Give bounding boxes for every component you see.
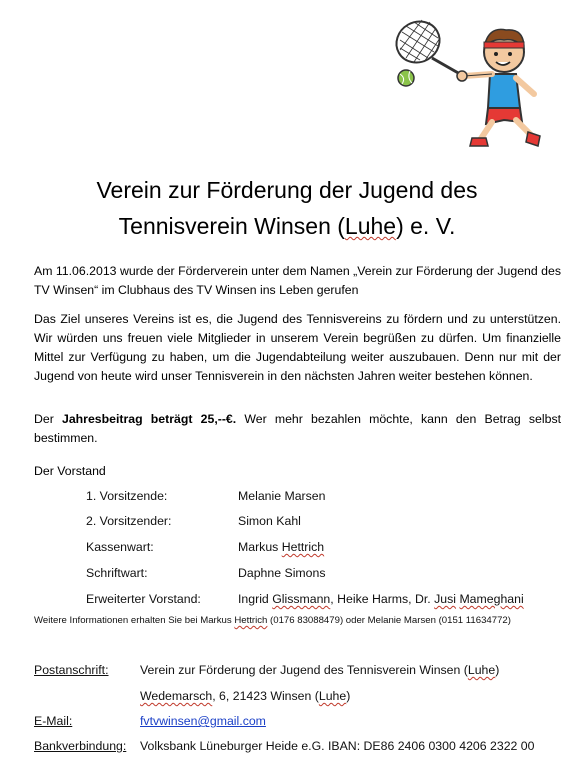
paragraph-goal: Das Ziel unseres Vereins ist es, die Jugend des Tennisvereins zu fördern und zu unterstützen. Wir würden uns freuen viele Mitglieder in unserem Verein begrüßen zu dürfen. Um finanzielle Mittel zur Verfügung zu haben, um die Jugendabteilung weiter auszubauen. Denn nur mit der Jugend von heute wird unser Tennisverein in den nächsten Jahren weiter bestehen können. xyxy=(34,312,561,383)
board-role: 1. Vorsitzende: xyxy=(86,489,168,503)
info-text: Weitere Informationen erhalten Sie bei Markus xyxy=(34,615,235,626)
postal-text: Wedemarsch xyxy=(140,689,213,703)
info-text: Hettrich xyxy=(234,615,268,626)
title-line-1: Verein zur Förderung der Jugend des xyxy=(96,177,478,203)
name-part: Ingrid xyxy=(238,592,273,606)
postal-text: ) xyxy=(346,689,351,703)
title-text: Luhe xyxy=(344,213,397,239)
postal-text: ) xyxy=(495,663,500,677)
postal-text: Verein zur Förderung der Jugend des Tennisverein Winsen ( xyxy=(140,663,468,677)
board-name xyxy=(238,590,524,609)
postal-address-line-2 xyxy=(140,687,350,706)
name-part: Jusi xyxy=(434,592,457,606)
postal-text: Luhe xyxy=(318,689,347,703)
title-text: ) e. V. xyxy=(396,213,456,239)
name-part: Hettrich xyxy=(281,540,325,554)
postal-text: , 6, 21423 Winsen ( xyxy=(212,689,319,703)
postal-text: Luhe xyxy=(467,663,496,677)
bank-label: Bankverbindung: xyxy=(34,739,127,753)
board-role: Erweiterter Vorstand: xyxy=(86,592,201,606)
board-role: Schriftwart: xyxy=(86,566,148,580)
contact-info-line xyxy=(34,614,511,628)
board-row xyxy=(86,487,325,506)
fee-text: Der xyxy=(34,412,62,426)
name-part: Glissmann xyxy=(272,592,331,606)
board-row xyxy=(86,538,324,557)
board-row xyxy=(86,512,301,531)
board-row xyxy=(86,564,326,583)
fee-text: Wer mehr bezahlen möchte, kann den Betrag selbst bestimmen. xyxy=(34,412,562,445)
board-name xyxy=(238,538,324,557)
email-row xyxy=(34,712,266,731)
title-text: Tennisverein Winsen ( xyxy=(118,213,345,239)
document-title xyxy=(0,172,574,244)
bank-details: Volksbank Lüneburger Heide e.G. IBAN: DE86 2406 0300 4206 2322 00 xyxy=(140,739,535,753)
board-heading: Der Vorstand xyxy=(34,464,106,478)
board-name: Daphne Simons xyxy=(238,566,326,580)
board-name: Simon Kahl xyxy=(238,514,301,528)
paragraph-founding: Am 11.06.2013 wurde der Förderverein unter dem Namen „Verein zur Förderung der Jugend des TV Winsen“ im Clubhaus des TV Winsen ins Leben gerufen xyxy=(34,264,561,297)
postal-label: Postanschrift: xyxy=(34,663,109,677)
title-line-2 xyxy=(0,208,574,244)
info-text: (0176 83088479) oder Melanie Marsen (0151 11634772) xyxy=(267,615,511,626)
board-role: Kassenwart: xyxy=(86,540,154,554)
name-part: Markus xyxy=(238,540,282,554)
email-link[interactable]: fvtvwinsen@gmail.com xyxy=(140,714,266,728)
tennis-player-clipart xyxy=(392,8,542,156)
paragraph-fee xyxy=(34,410,561,448)
board-name: Melanie Marsen xyxy=(238,489,326,503)
name-part: , Heike Harms, Dr. xyxy=(330,592,435,606)
postal-address-row xyxy=(34,661,499,680)
fee-amount: Jahresbeitrag beträgt 25,--€. xyxy=(61,412,237,426)
board-role: 2. Vorsitzender: xyxy=(86,514,172,528)
email-label: E-Mail: xyxy=(34,714,73,728)
board-row xyxy=(86,590,524,609)
name-part: Mameghani xyxy=(459,592,524,606)
bank-row xyxy=(34,737,534,756)
